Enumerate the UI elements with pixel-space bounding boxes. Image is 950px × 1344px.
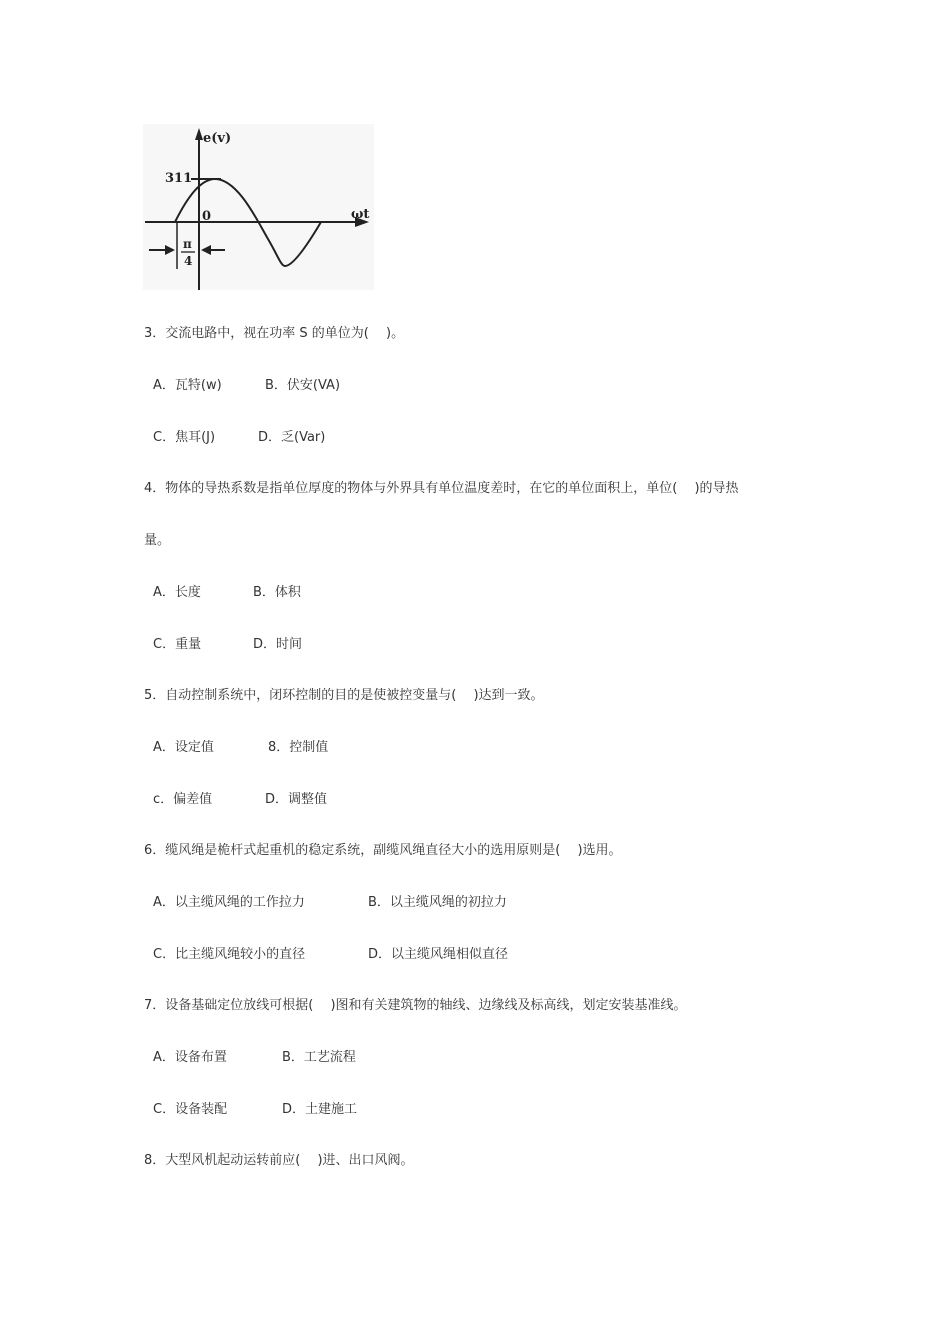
question-7-stem: 7．设备基础定位放线可根据( )图和有关建筑物的轴线、边缘线及标高线，划定安装基准线。 [144,998,687,1013]
option-a: A．设定值 [153,740,214,755]
phase-denominator: 4 [184,254,193,268]
option-d: D．调整值 [265,792,328,807]
option-c: C．比主缆风绳较小的直径 [153,947,306,962]
option-d: D．土建施工 [282,1102,358,1117]
question-8-stem: 8．大型风机起动运转前应( )进、出口风阀。 [144,1153,414,1168]
option-b: 8．控制值 [268,740,329,755]
phase-arrowhead-right [201,245,211,255]
peak-label: 311 [165,171,193,186]
origin-label: 0 [202,209,212,224]
question-3-stem: 3．交流电路中，视在功率 S 的单位为( )。 [144,326,405,341]
option-b: B．以主缆风绳的初拉力 [368,895,507,910]
option-a: A．设备布置 [153,1050,227,1065]
option-c: C．重量 [153,637,202,652]
question-6-stem: 6．缆风绳是桅杆式起重机的稳定系统，副缆风绳直径大小的选用原则是( )选用。 [144,843,622,858]
phase-numerator: π [183,237,192,251]
option-d: D．乏(Var) [258,430,326,445]
option-d: D．时间 [253,637,303,652]
y-axis-arrow [195,128,203,140]
option-a: A．长度 [153,585,201,600]
sine-wave-svg [143,124,374,290]
option-b: B．体积 [253,585,301,600]
option-c: c．偏差值 [153,792,213,807]
sine-wave-figure [143,124,374,290]
y-axis-label: e(v) [203,131,232,146]
option-c: C．设备装配 [153,1102,228,1117]
option-a: A．以主缆风绳的工作拉力 [153,895,305,910]
question-4-stem: 4．物体的导热系数是指单位厚度的物体与外界具有单位温度差时，在它的单位面积上，单位( )的导热 [144,481,739,496]
phase-arrowhead-left [165,245,175,255]
option-d: D．以主缆风绳相似直径 [368,947,509,962]
question-4-stem-continuation: 量。 [144,533,171,548]
x-axis-label: ωt [351,207,370,222]
option-c: C．焦耳(J) [153,430,216,445]
option-b: B．伏安(VA) [265,378,341,393]
option-a: A．瓦特(w) [153,378,222,393]
option-b: B．工艺流程 [282,1050,356,1065]
question-5-stem: 5．自动控制系统中，闭环控制的目的是使被控变量与( )达到一致。 [144,688,544,703]
